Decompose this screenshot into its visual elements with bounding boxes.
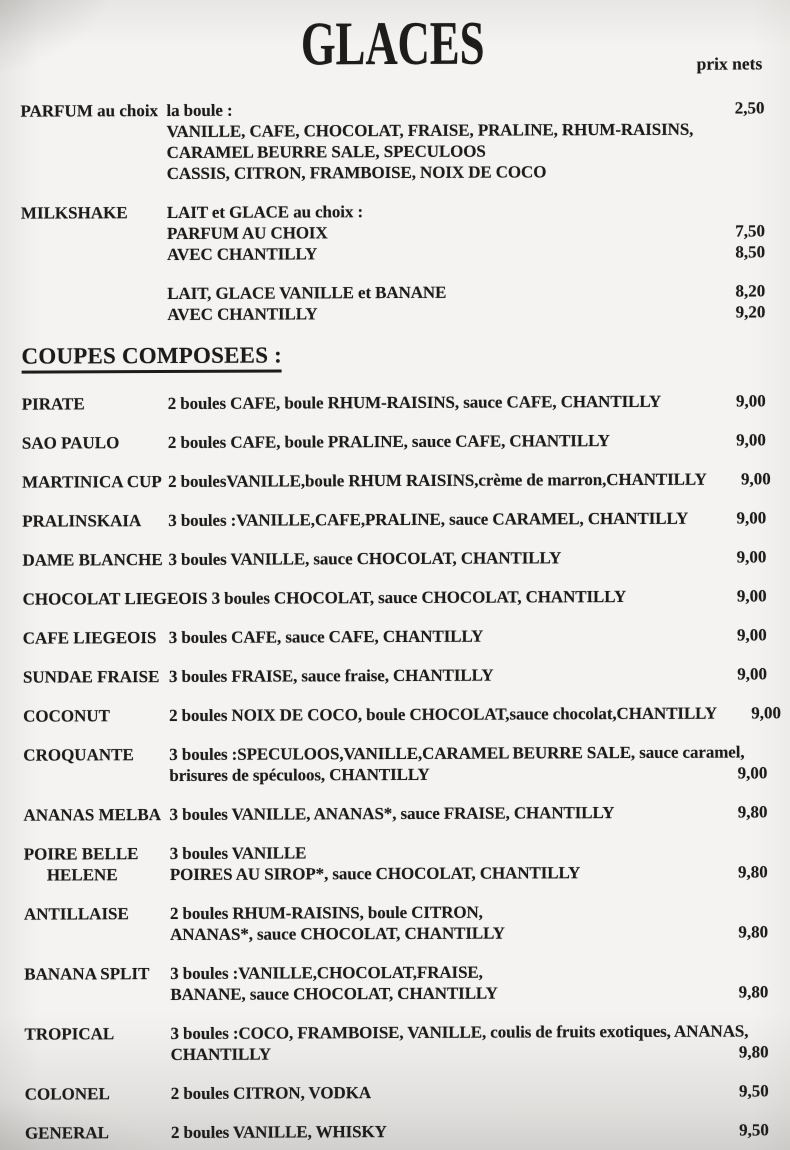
item-line bbox=[167, 118, 765, 142]
menu-header bbox=[20, 0, 764, 90]
item-name bbox=[24, 903, 170, 925]
item-price: 7,50 bbox=[735, 221, 766, 241]
item-name-line1: PARFUM au choix bbox=[20, 101, 159, 121]
item-name-line1: CAFE LIEGEOIS bbox=[22, 628, 157, 648]
menu-item-row bbox=[25, 1080, 769, 1104]
item-lines bbox=[167, 199, 765, 265]
item-description: LAIT et GLACE au choix : bbox=[166, 202, 364, 222]
item-name-line1: PIRATE bbox=[21, 394, 85, 414]
menu-item-row bbox=[23, 585, 767, 609]
item-description: LAIT, GLACE VANILLE et BANANE bbox=[167, 282, 447, 303]
item-name bbox=[25, 1122, 171, 1144]
menu-item-row bbox=[22, 390, 766, 414]
menu-section bbox=[21, 340, 782, 1143]
item-line bbox=[171, 1119, 769, 1143]
item-price: 9,80 bbox=[738, 922, 769, 942]
item-name bbox=[23, 705, 169, 727]
item-description: 2 boules VANILLE, WHISKY bbox=[170, 1122, 387, 1142]
item-line bbox=[171, 1041, 769, 1065]
item-name bbox=[20, 100, 166, 122]
menu-item-row bbox=[24, 960, 768, 1005]
item-name bbox=[25, 1083, 171, 1105]
item-price: 9,00 bbox=[736, 625, 767, 645]
menu-item-row bbox=[22, 468, 771, 492]
menu-item-row bbox=[23, 741, 767, 786]
menu-item-row bbox=[22, 429, 766, 453]
item-lines bbox=[168, 468, 771, 492]
item-name-line1: MARTINICA CUP bbox=[22, 472, 162, 492]
menu-sections bbox=[20, 97, 782, 1143]
item-line bbox=[169, 762, 767, 786]
item-description: AVEC CHANTILLY bbox=[167, 304, 318, 324]
menu-item-row bbox=[23, 801, 767, 825]
item-name-line1: PRALINSKAIA bbox=[22, 511, 142, 531]
item-price: 9,00 bbox=[737, 664, 767, 684]
item-description: 2 boules RHUM-RAISINS, boule CITRON, bbox=[169, 902, 483, 923]
item-lines bbox=[168, 546, 766, 570]
item-lines bbox=[168, 429, 766, 453]
item-lines bbox=[167, 280, 765, 325]
item-description: la boule : bbox=[166, 100, 233, 120]
item-line bbox=[167, 160, 765, 184]
item-description: brisures de spéculoos, CHANTILLY bbox=[169, 764, 430, 785]
item-line bbox=[167, 220, 765, 244]
item-description: 3 boules CAFE, sauce CAFE, CHANTILLY bbox=[168, 626, 484, 647]
item-description: 3 boules :SPECULOOS,VANILLE,CARAMEL BEURRE SALE, sauce caramel, bbox=[169, 742, 745, 764]
item-line bbox=[168, 507, 766, 531]
item-price: 9,80 bbox=[737, 862, 768, 882]
menu-item-row bbox=[21, 199, 765, 265]
menu-section bbox=[21, 199, 766, 325]
item-name bbox=[24, 1023, 170, 1045]
item-line bbox=[167, 241, 765, 265]
item-line bbox=[167, 301, 765, 325]
item-lines bbox=[170, 960, 768, 1005]
item-line bbox=[166, 97, 764, 121]
item-description: 3 boules CHOCOLAT, sauce CHOCOLAT, CHANTILLY bbox=[211, 586, 627, 608]
item-description: 3 boules VANILLE, ANANAS*, sauce FRAISE, CHANTILLY bbox=[169, 803, 615, 824]
item-description: PARFUM AU CHOIX bbox=[166, 223, 328, 243]
item-name bbox=[22, 432, 168, 454]
item-price: 9,00 bbox=[736, 586, 767, 606]
menu-item-row bbox=[25, 1119, 769, 1143]
item-name bbox=[23, 744, 169, 766]
item-name-line1: CROQUANTE bbox=[23, 745, 134, 765]
item-line bbox=[212, 585, 767, 608]
item-line bbox=[168, 429, 766, 453]
item-lines bbox=[169, 702, 782, 726]
item-line bbox=[169, 801, 767, 825]
item-price: 9,20 bbox=[735, 302, 766, 322]
item-description: CHANTILLY bbox=[170, 1044, 272, 1064]
item-description: 2 boules CITRON, VODKA bbox=[170, 1083, 372, 1103]
item-description: 3 boules FRAISE, sauce fraise, CHANTILLY bbox=[168, 665, 494, 686]
item-price: 9,80 bbox=[737, 802, 768, 822]
item-name-line1: BANANA SPLIT bbox=[24, 964, 150, 984]
item-name bbox=[22, 471, 168, 493]
item-price: 9,80 bbox=[738, 982, 769, 1002]
item-name-line1: SAO PAULO bbox=[21, 433, 120, 453]
item-name bbox=[22, 393, 168, 415]
item-price: 9,00 bbox=[735, 391, 766, 411]
menu-item-row bbox=[23, 702, 782, 726]
item-name-line1: GENERAL bbox=[24, 1123, 110, 1143]
item-line bbox=[171, 1080, 769, 1104]
item-name-line1: SUNDAE FRAISE bbox=[22, 667, 160, 687]
menu-item-row bbox=[24, 900, 768, 945]
item-name-line1: ANANAS MELBA bbox=[23, 805, 162, 825]
item-lines bbox=[170, 1020, 768, 1065]
item-lines bbox=[171, 1080, 769, 1104]
item-name bbox=[23, 666, 169, 688]
item-name bbox=[22, 549, 168, 571]
item-lines bbox=[169, 801, 767, 825]
item-name bbox=[21, 202, 167, 224]
item-description: 3 boules :VANILLE,CHOCOLAT,FRAISE, bbox=[170, 962, 483, 983]
item-name bbox=[24, 843, 170, 886]
item-lines bbox=[169, 663, 767, 687]
item-description: 3 boules :COCO, FRAMBOISE, VANILLE, coulis de fruits exotiques, ANANAS, bbox=[170, 1021, 749, 1043]
item-line bbox=[168, 546, 766, 570]
item-line bbox=[167, 199, 765, 223]
item-description: 3 boules VANILLE, sauce CHOCOLAT, CHANTILLY bbox=[168, 548, 562, 569]
item-price: 9,00 bbox=[736, 508, 767, 528]
menu-section bbox=[20, 97, 764, 184]
item-description: 3 boules :VANILLE,CAFE,PRALINE, sauce CARAMEL, CHANTILLY bbox=[168, 508, 689, 530]
item-name bbox=[24, 963, 170, 985]
item-name-line1: DAME BLANCHE bbox=[22, 550, 163, 570]
page-title-text: GLACES bbox=[300, 9, 485, 79]
item-price: 8,50 bbox=[735, 242, 766, 262]
item-lines bbox=[169, 741, 767, 786]
item-name-line2: HELENE bbox=[46, 865, 118, 885]
item-name-line1: CHOCOLAT LIEGEOIS bbox=[22, 588, 208, 609]
item-price: 2,50 bbox=[734, 98, 765, 118]
item-line bbox=[170, 1020, 768, 1044]
item-name bbox=[22, 510, 168, 532]
item-name-line1: POIRE BELLE bbox=[23, 844, 139, 864]
item-description: VANILLE, CAFE, CHOCOLAT, FRAISE, PRALINE, RHUM-RAISINS, bbox=[166, 119, 694, 141]
item-line bbox=[169, 741, 767, 765]
item-name-line1: ANTILLAISE bbox=[23, 904, 129, 924]
menu-item-row bbox=[23, 663, 767, 687]
item-line bbox=[168, 390, 766, 414]
item-lines bbox=[171, 1119, 769, 1143]
item-description: AVEC CHANTILLY bbox=[167, 244, 318, 264]
item-lines bbox=[170, 900, 768, 945]
menu-item-row bbox=[24, 840, 768, 885]
item-name-line1: TROPICAL bbox=[24, 1024, 115, 1044]
item-price: 9,00 bbox=[751, 703, 782, 723]
item-price: 9,00 bbox=[737, 763, 768, 783]
item-line bbox=[167, 280, 765, 304]
item-line bbox=[170, 900, 768, 924]
item-name-line1: COLONEL bbox=[24, 1084, 110, 1104]
item-description: 2 boulesVANILLE,boule RHUM RAISINS,crème de marron,CHANTILLY bbox=[168, 469, 707, 491]
item-line bbox=[170, 861, 768, 885]
menu-item-row bbox=[24, 1020, 768, 1065]
item-name bbox=[21, 283, 167, 284]
item-price: 9,50 bbox=[739, 1120, 769, 1140]
item-lines bbox=[212, 585, 767, 608]
item-description: ANANAS*, sauce CHOCOLAT, CHANTILLY bbox=[170, 923, 506, 944]
item-lines bbox=[166, 97, 764, 184]
item-price: 9,00 bbox=[736, 547, 767, 567]
item-lines bbox=[168, 507, 766, 531]
item-description: POIRES AU SIROP*, sauce CHOCOLAT, CHANTILLY bbox=[169, 863, 581, 884]
item-line bbox=[168, 468, 771, 492]
item-price: 8,20 bbox=[735, 281, 766, 301]
item-name bbox=[23, 804, 169, 826]
item-description: CASSIS, CITRON, FRAMBOISE, NOIX DE COCO bbox=[166, 162, 547, 183]
item-name-line1 bbox=[21, 283, 163, 284]
item-line bbox=[167, 139, 765, 163]
menu-item-row bbox=[23, 624, 767, 648]
item-lines bbox=[168, 390, 766, 414]
item-line bbox=[169, 702, 782, 726]
item-description: 2 boules CAFE, boule PRALINE, sauce CAFE, CHANTILLY bbox=[167, 431, 610, 452]
item-line bbox=[169, 624, 767, 648]
item-description: BANANE, sauce CHOCOLAT, CHANTILLY bbox=[170, 983, 498, 1004]
page-title bbox=[20, 0, 764, 90]
item-name bbox=[23, 627, 169, 649]
item-line bbox=[170, 840, 768, 864]
item-price: 9,80 bbox=[738, 1042, 769, 1062]
section-rows bbox=[20, 97, 764, 184]
section-rows bbox=[21, 390, 782, 1143]
item-name bbox=[23, 588, 212, 610]
item-description: 2 boules CAFE, boule RHUM-RAISINS, sauce CAFE, CHANTILLY bbox=[167, 391, 662, 413]
section-rows bbox=[21, 199, 766, 325]
item-line bbox=[170, 960, 768, 984]
section-heading: COUPES COMPOSEES : bbox=[21, 342, 282, 373]
item-description: 3 boules VANILLE bbox=[169, 843, 307, 863]
menu-item-row bbox=[20, 97, 764, 184]
item-description: CARAMEL BEURRE SALE, SPECULOOS bbox=[166, 141, 486, 162]
item-name-line1: COCONUT bbox=[23, 706, 111, 726]
menu-item-row bbox=[21, 280, 765, 325]
item-description: 2 boules NOIX DE COCO, boule CHOCOLAT,sauce chocolat,CHANTILLY bbox=[169, 703, 718, 725]
item-price: 9,00 bbox=[736, 430, 766, 450]
item-lines bbox=[169, 624, 767, 648]
menu-item-row bbox=[22, 507, 766, 531]
price-note: prix nets bbox=[696, 53, 763, 74]
item-name-line1: MILKSHAKE bbox=[20, 203, 128, 223]
item-price: 9,50 bbox=[738, 1081, 769, 1101]
item-line bbox=[170, 981, 768, 1005]
item-line bbox=[169, 663, 767, 687]
item-lines bbox=[170, 840, 768, 885]
menu-item-row bbox=[22, 546, 766, 570]
item-price: 9,00 bbox=[740, 469, 771, 489]
item-line bbox=[170, 921, 768, 945]
